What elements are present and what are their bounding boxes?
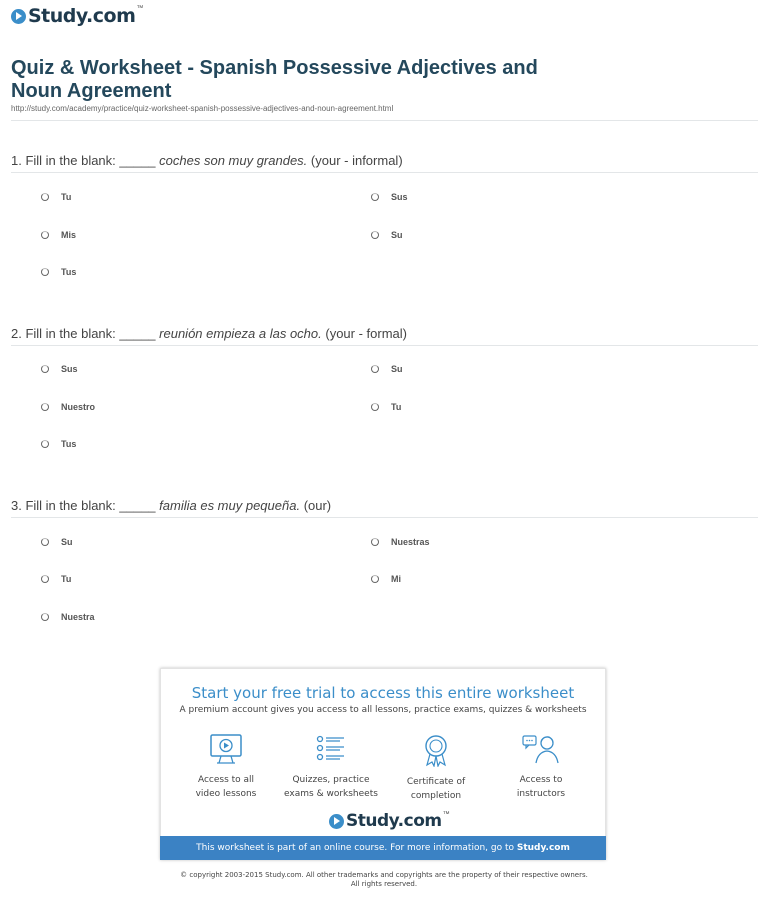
radio-button[interactable]: [371, 231, 379, 239]
feature-instructors: [489, 733, 593, 801]
q1-option-d[interactable]: Su: [371, 230, 403, 240]
quiz-list-icon: [314, 733, 348, 765]
question-2: 2. Fill in the blank: _____ reunión empieza a las ocho. (your - formal): [11, 326, 407, 341]
feature-quizzes: [279, 733, 383, 801]
free-trial-promo: [160, 668, 606, 860]
radio-button[interactable]: [41, 268, 49, 276]
instructor-icon: [521, 733, 561, 765]
q2-option-e[interactable]: Tus: [41, 439, 76, 449]
divider: [11, 172, 758, 173]
radio-button[interactable]: [41, 575, 49, 583]
play-logo-icon: [329, 814, 344, 829]
feature-label: completion: [410, 791, 462, 801]
radio-button[interactable]: [41, 613, 49, 621]
q3-option-a[interactable]: Su: [41, 537, 73, 547]
question-3: 3. Fill in the blank: _____ familia es muy pequeña. (our): [11, 498, 332, 513]
promo-heading[interactable]: Start your free trial to access this entire worksheet: [191, 684, 575, 702]
radio-button[interactable]: [41, 403, 49, 411]
logo-wordmark: Study.com: [346, 811, 442, 831]
trademark-symbol: ™: [136, 5, 144, 12]
q3-option-b[interactable]: Nuestras: [371, 537, 430, 547]
q2-option-b[interactable]: Su: [371, 364, 403, 374]
feature-label: Access to: [519, 775, 563, 785]
radio-button[interactable]: [371, 575, 379, 583]
promo-subheading: A premium account gives you access to all lessons, practice exams, quizzes & worksheets: [179, 705, 587, 715]
radio-button[interactable]: [371, 365, 379, 373]
study-link[interactable]: Study.com: [516, 843, 570, 853]
feature-label: instructors: [516, 789, 566, 799]
divider: [11, 517, 758, 518]
feature-label: Access to all: [197, 775, 255, 785]
question-1: 1. Fill in the blank: _____ coches son muy grandes. (your - informal): [11, 153, 403, 168]
q1-option-a[interactable]: Tu: [41, 192, 71, 202]
study-logo[interactable]: [329, 811, 450, 831]
feature-label: exams & worksheets: [284, 789, 378, 799]
q3-option-e[interactable]: Nuestra: [41, 612, 95, 622]
q3-option-d[interactable]: Mi: [371, 574, 401, 584]
q2-option-d[interactable]: Tu: [371, 402, 401, 412]
page-url[interactable]: http://study.com/academy/practice/quiz-worksheet-spanish-possessive-adjectives-and-noun-agreement.html: [11, 104, 394, 113]
q1-option-c[interactable]: Mis: [41, 230, 76, 240]
promo-bar-text: This worksheet is part of an online course. For more information, go to: [196, 843, 517, 853]
radio-button[interactable]: [41, 365, 49, 373]
feature-video-lessons: [174, 733, 278, 801]
radio-button[interactable]: [41, 231, 49, 239]
radio-button[interactable]: [41, 440, 49, 448]
feature-certificate: [384, 733, 488, 803]
divider: [11, 345, 758, 346]
certificate-icon: [419, 733, 453, 767]
q2-option-a[interactable]: Sus: [41, 364, 78, 374]
play-logo-icon: [11, 9, 26, 24]
radio-button[interactable]: [371, 538, 379, 546]
copyright-notice: © copyright 2003-2015 Study.com. All other trademarks and copyrights are the property of their respective owners. All rights reserved.: [180, 871, 588, 888]
radio-button[interactable]: [41, 538, 49, 546]
radio-button[interactable]: [371, 193, 379, 201]
q1-option-e[interactable]: Tus: [41, 267, 76, 277]
promo-info-bar: [160, 836, 606, 860]
radio-button[interactable]: [371, 403, 379, 411]
feature-label: video lessons: [195, 789, 257, 799]
q3-option-c[interactable]: Tu: [41, 574, 71, 584]
feature-label: Quizzes, practice: [292, 775, 370, 785]
trademark-symbol: ™: [442, 811, 450, 818]
divider: [11, 120, 758, 121]
study-logo[interactable]: [11, 5, 143, 27]
logo-wordmark: Study.com: [28, 5, 136, 27]
feature-label: Certificate of: [406, 777, 466, 787]
page-title: Quiz & Worksheet - Spanish Possessive Adjectives and Noun Agreement: [11, 57, 538, 102]
q1-option-b[interactable]: Sus: [371, 192, 408, 202]
video-lesson-icon: [209, 733, 243, 765]
radio-button[interactable]: [41, 193, 49, 201]
q2-option-c[interactable]: Nuestro: [41, 402, 95, 412]
